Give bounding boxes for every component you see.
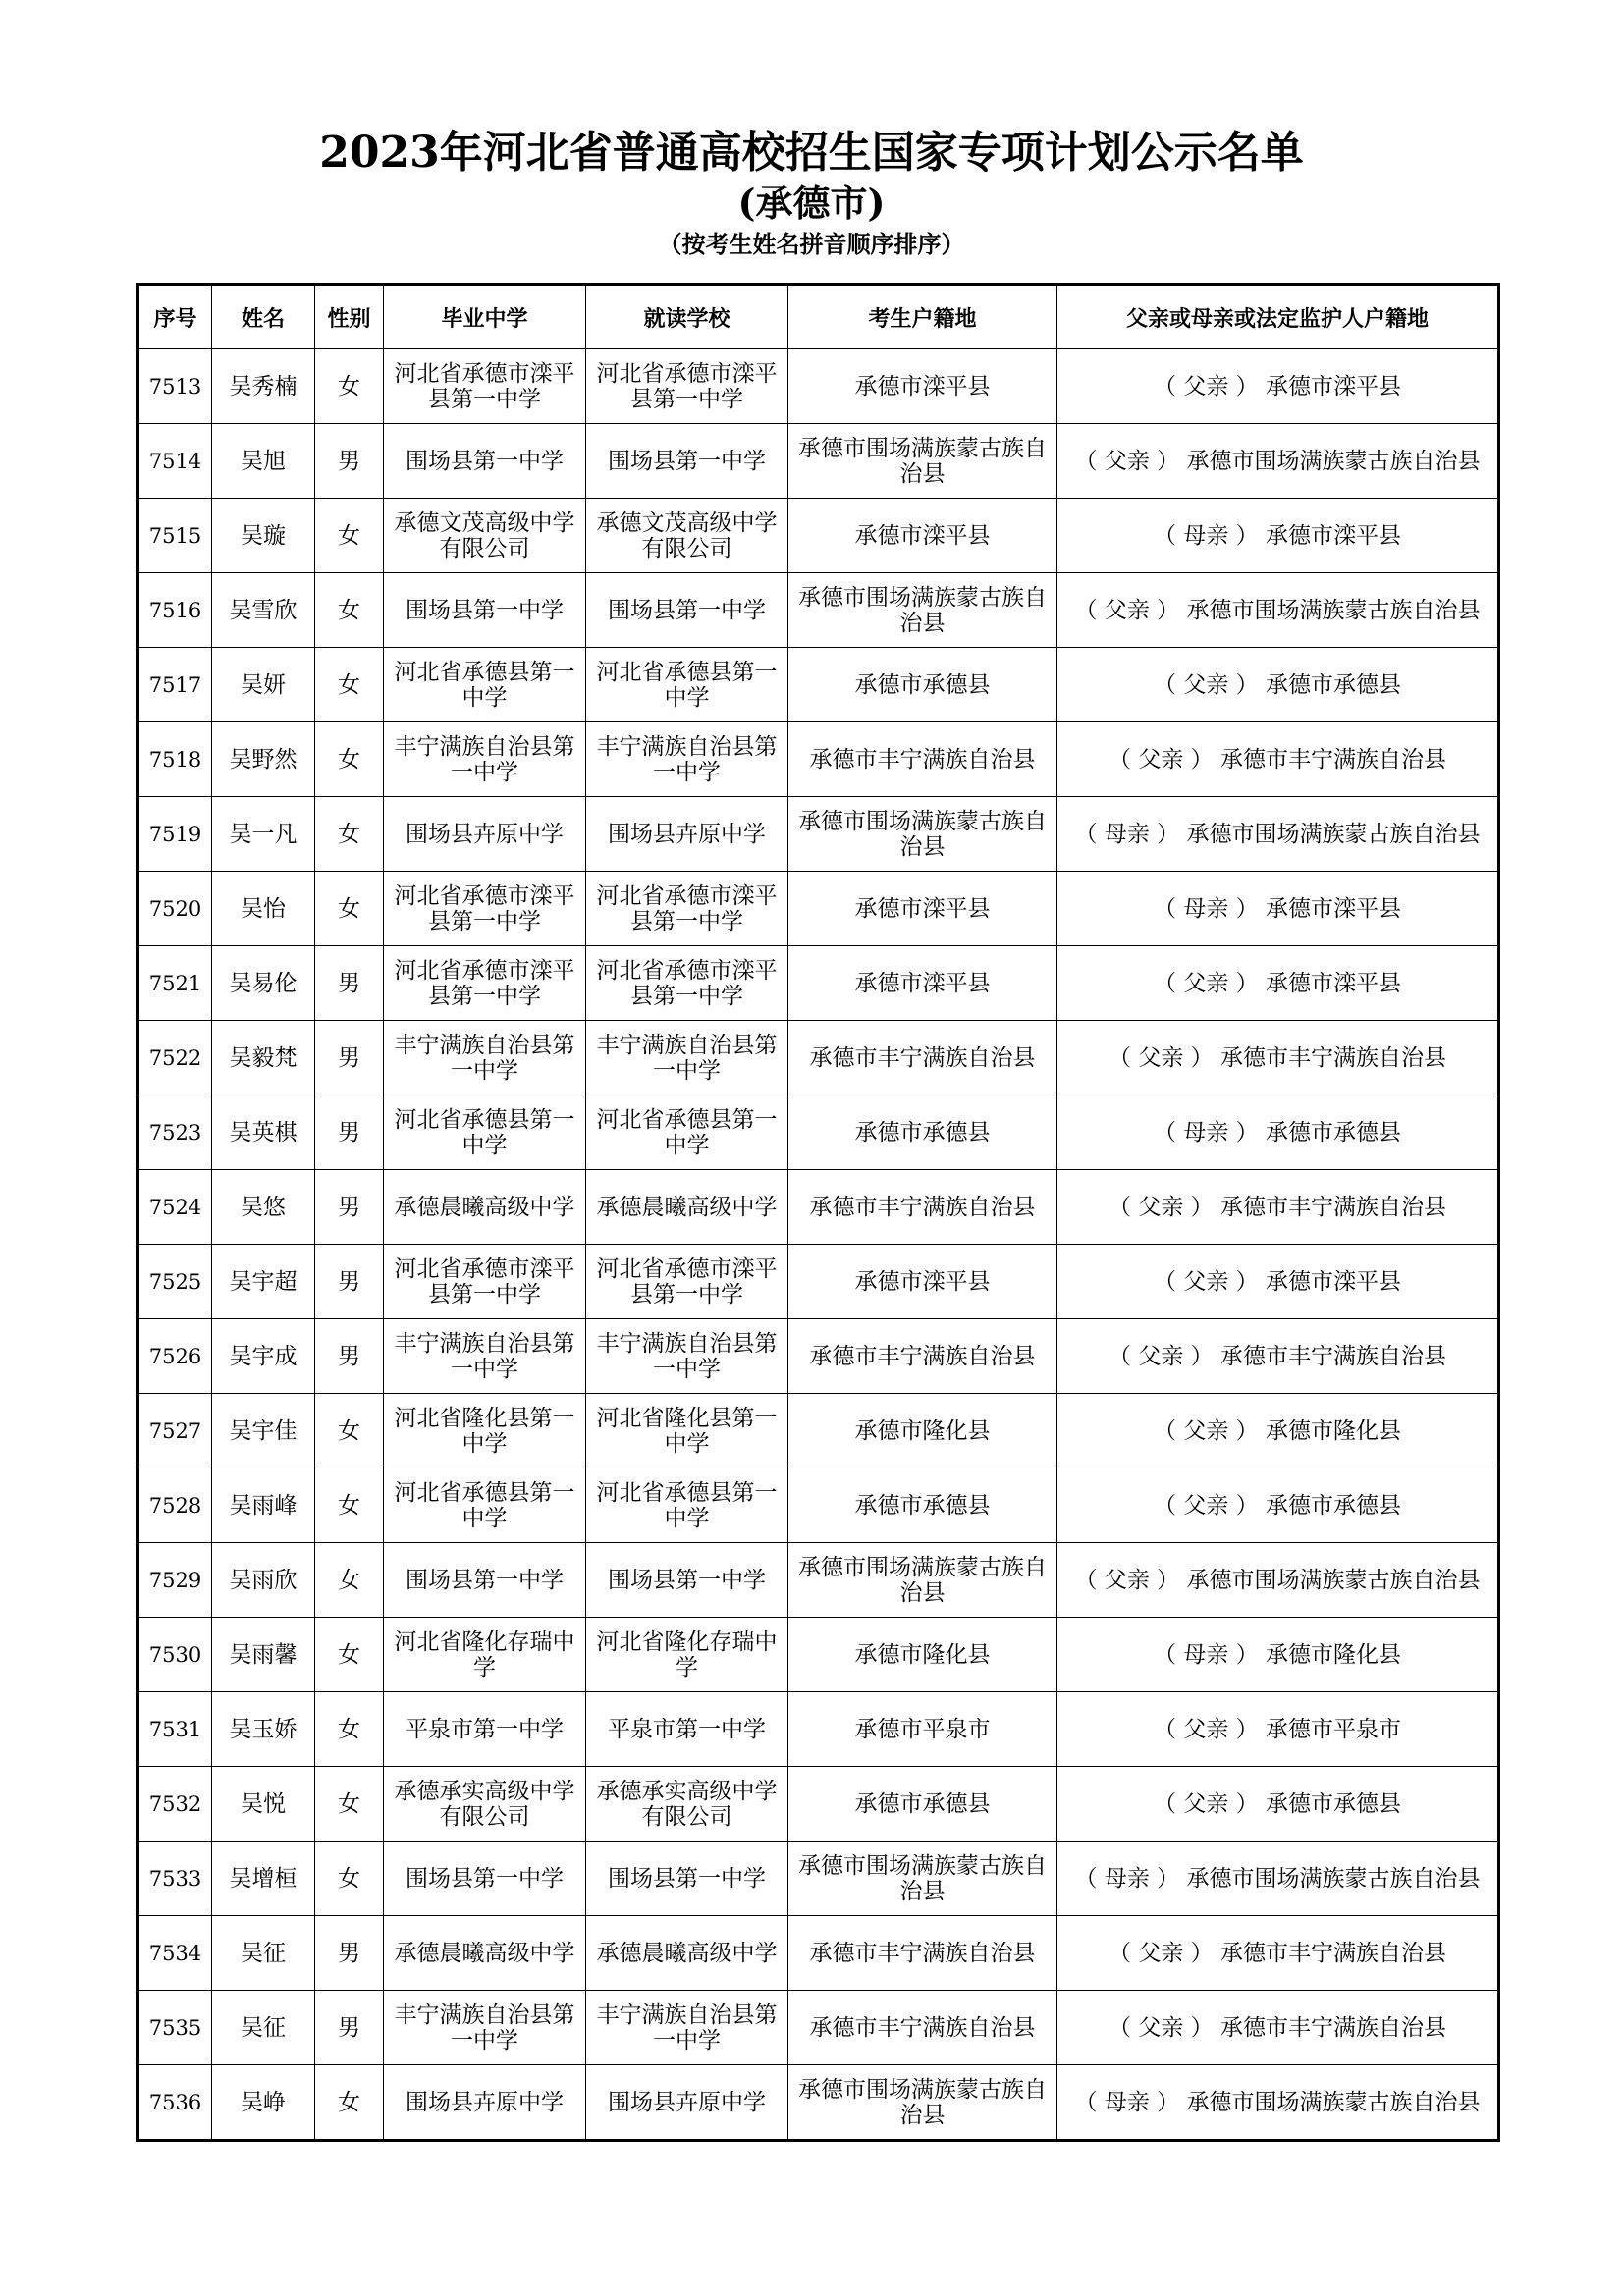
table-row bbox=[138, 722, 1499, 797]
cell-student-hukou: 承德市丰宁满族自治县 bbox=[788, 1991, 1057, 2065]
cell-gender: 男 bbox=[315, 1991, 384, 2065]
cell-guardian-hukou: （ 父亲 ） 承德市承德县 bbox=[1057, 1468, 1499, 1543]
cell-graduated-school: 河北省承德县第一中学 bbox=[384, 1095, 586, 1170]
cell-seq: 7534 bbox=[138, 1916, 212, 1991]
cell-student-hukou: 承德市平泉市 bbox=[788, 1692, 1057, 1767]
cell-guardian-hukou: （ 父亲 ） 承德市围场满族蒙古族自治县 bbox=[1057, 573, 1499, 648]
cell-gender: 女 bbox=[315, 573, 384, 648]
cell-guardian-hukou: （ 父亲 ） 承德市围场满族蒙古族自治县 bbox=[1057, 1543, 1499, 1618]
cell-current-school: 河北省承德市滦平县第一中学 bbox=[586, 872, 788, 946]
cell-graduated-school: 平泉市第一中学 bbox=[384, 1692, 586, 1767]
cell-student-hukou: 承德市滦平县 bbox=[788, 499, 1057, 573]
cell-gender: 男 bbox=[315, 1916, 384, 1991]
table-row bbox=[138, 1543, 1499, 1618]
cell-student-hukou: 承德市丰宁满族自治县 bbox=[788, 1319, 1057, 1394]
cell-name: 吴悠 bbox=[212, 1170, 315, 1245]
cell-gender: 女 bbox=[315, 2065, 384, 2141]
table-row bbox=[138, 1095, 1499, 1170]
cell-guardian-hukou: （ 母亲 ） 承德市滦平县 bbox=[1057, 872, 1499, 946]
cell-guardian-hukou: （ 父亲 ） 承德市丰宁满族自治县 bbox=[1057, 1916, 1499, 1991]
cell-seq: 7528 bbox=[138, 1468, 212, 1543]
cell-seq: 7517 bbox=[138, 648, 212, 722]
table-row bbox=[138, 1170, 1499, 1245]
cell-student-hukou: 承德市丰宁满族自治县 bbox=[788, 1916, 1057, 1991]
cell-gender: 男 bbox=[315, 1095, 384, 1170]
cell-graduated-school: 河北省承德市滦平县第一中学 bbox=[384, 872, 586, 946]
cell-student-hukou: 承德市围场满族蒙古族自治县 bbox=[788, 1543, 1057, 1618]
table-row bbox=[138, 946, 1499, 1021]
header-guardian-hukou: 父亲或母亲或法定监护人户籍地 bbox=[1057, 285, 1499, 349]
cell-student-hukou: 承德市承德县 bbox=[788, 1468, 1057, 1543]
table-row bbox=[138, 1245, 1499, 1319]
cell-gender: 男 bbox=[315, 1319, 384, 1394]
cell-gender: 女 bbox=[315, 1767, 384, 1842]
cell-seq: 7533 bbox=[138, 1842, 212, 1916]
table-row bbox=[138, 1991, 1499, 2065]
cell-seq: 7530 bbox=[138, 1618, 212, 1692]
cell-current-school: 河北省隆化存瑞中学 bbox=[586, 1618, 788, 1692]
cell-guardian-hukou: （ 母亲 ） 承德市滦平县 bbox=[1057, 499, 1499, 573]
cell-name: 吴雨欣 bbox=[212, 1543, 315, 1618]
cell-name: 吴宇成 bbox=[212, 1319, 315, 1394]
cell-name: 吴雪欣 bbox=[212, 573, 315, 648]
cell-graduated-school: 承德晨曦高级中学 bbox=[384, 1916, 586, 1991]
cell-name: 吴英棋 bbox=[212, 1095, 315, 1170]
cell-gender: 女 bbox=[315, 1618, 384, 1692]
cell-current-school: 承德承实高级中学有限公司 bbox=[586, 1767, 788, 1842]
cell-seq: 7513 bbox=[138, 349, 212, 424]
cell-student-hukou: 承德市隆化县 bbox=[788, 1394, 1057, 1468]
cell-student-hukou: 承德市围场满族蒙古族自治县 bbox=[788, 1842, 1057, 1916]
cell-seq: 7519 bbox=[138, 797, 212, 872]
cell-seq: 7515 bbox=[138, 499, 212, 573]
cell-seq: 7527 bbox=[138, 1394, 212, 1468]
cell-graduated-school: 丰宁满族自治县第一中学 bbox=[384, 722, 586, 797]
cell-seq: 7524 bbox=[138, 1170, 212, 1245]
cell-graduated-school: 丰宁满族自治县第一中学 bbox=[384, 1021, 586, 1095]
cell-graduated-school: 围场县第一中学 bbox=[384, 424, 586, 499]
table-row bbox=[138, 349, 1499, 424]
cell-guardian-hukou: （ 父亲 ） 承德市平泉市 bbox=[1057, 1692, 1499, 1767]
table-row bbox=[138, 499, 1499, 573]
cell-gender: 女 bbox=[315, 1692, 384, 1767]
cell-graduated-school: 河北省承德市滦平县第一中学 bbox=[384, 1245, 586, 1319]
cell-graduated-school: 围场县卉原中学 bbox=[384, 797, 586, 872]
table-header-row bbox=[138, 285, 1499, 349]
cell-student-hukou: 承德市承德县 bbox=[788, 648, 1057, 722]
table-row bbox=[138, 1842, 1499, 1916]
cell-name: 吴悦 bbox=[212, 1767, 315, 1842]
header-name: 姓名 bbox=[212, 285, 315, 349]
cell-seq: 7535 bbox=[138, 1991, 212, 2065]
cell-seq: 7536 bbox=[138, 2065, 212, 2141]
table-row bbox=[138, 872, 1499, 946]
header-gender: 性别 bbox=[315, 285, 384, 349]
cell-current-school: 平泉市第一中学 bbox=[586, 1692, 788, 1767]
cell-guardian-hukou: （ 母亲 ） 承德市围场满族蒙古族自治县 bbox=[1057, 1842, 1499, 1916]
cell-name: 吴征 bbox=[212, 1991, 315, 2065]
cell-guardian-hukou: （ 父亲 ） 承德市围场满族蒙古族自治县 bbox=[1057, 424, 1499, 499]
cell-current-school: 围场县第一中学 bbox=[586, 573, 788, 648]
cell-guardian-hukou: （ 母亲 ） 承德市承德县 bbox=[1057, 1095, 1499, 1170]
cell-name: 吴野然 bbox=[212, 722, 315, 797]
header-current-school: 就读学校 bbox=[586, 285, 788, 349]
cell-seq: 7532 bbox=[138, 1767, 212, 1842]
cell-name: 吴宇佳 bbox=[212, 1394, 315, 1468]
cell-seq: 7514 bbox=[138, 424, 212, 499]
cell-seq: 7516 bbox=[138, 573, 212, 648]
cell-name: 吴征 bbox=[212, 1916, 315, 1991]
cell-current-school: 围场县第一中学 bbox=[586, 1842, 788, 1916]
cell-gender: 女 bbox=[315, 648, 384, 722]
cell-gender: 女 bbox=[315, 1394, 384, 1468]
cell-student-hukou: 承德市围场满族蒙古族自治县 bbox=[788, 797, 1057, 872]
header-graduated-school: 毕业中学 bbox=[384, 285, 586, 349]
cell-name: 吴毅梵 bbox=[212, 1021, 315, 1095]
cell-student-hukou: 承德市承德县 bbox=[788, 1767, 1057, 1842]
cell-graduated-school: 承德文茂高级中学有限公司 bbox=[384, 499, 586, 573]
cell-name: 吴峥 bbox=[212, 2065, 315, 2141]
cell-graduated-school: 河北省隆化存瑞中学 bbox=[384, 1618, 586, 1692]
cell-name: 吴雨馨 bbox=[212, 1618, 315, 1692]
cell-graduated-school: 河北省隆化县第一中学 bbox=[384, 1394, 586, 1468]
cell-graduated-school: 承德晨曦高级中学 bbox=[384, 1170, 586, 1245]
cell-gender: 女 bbox=[315, 1468, 384, 1543]
cell-student-hukou: 承德市隆化县 bbox=[788, 1618, 1057, 1692]
cell-guardian-hukou: （ 父亲 ） 承德市丰宁满族自治县 bbox=[1057, 1319, 1499, 1394]
table-row bbox=[138, 573, 1499, 648]
table-row bbox=[138, 424, 1499, 499]
table-row bbox=[138, 1618, 1499, 1692]
cell-name: 吴璇 bbox=[212, 499, 315, 573]
header-seq: 序号 bbox=[138, 285, 212, 349]
cell-current-school: 围场县第一中学 bbox=[586, 1543, 788, 1618]
cell-guardian-hukou: （ 父亲 ） 承德市滦平县 bbox=[1057, 946, 1499, 1021]
cell-gender: 女 bbox=[315, 499, 384, 573]
cell-current-school: 承德晨曦高级中学 bbox=[586, 1916, 788, 1991]
cell-student-hukou: 承德市围场满族蒙古族自治县 bbox=[788, 424, 1057, 499]
cell-seq: 7523 bbox=[138, 1095, 212, 1170]
cell-seq: 7526 bbox=[138, 1319, 212, 1394]
roster-table bbox=[136, 283, 1500, 2142]
table-row bbox=[138, 1319, 1499, 1394]
cell-seq: 7521 bbox=[138, 946, 212, 1021]
cell-current-school: 围场县卉原中学 bbox=[586, 797, 788, 872]
table-body bbox=[138, 349, 1499, 2141]
cell-gender: 男 bbox=[315, 1245, 384, 1319]
cell-name: 吴怡 bbox=[212, 872, 315, 946]
cell-student-hukou: 承德市围场满族蒙古族自治县 bbox=[788, 573, 1057, 648]
cell-current-school: 河北省承德市滦平县第一中学 bbox=[586, 1245, 788, 1319]
header-student-hukou: 考生户籍地 bbox=[788, 285, 1057, 349]
cell-student-hukou: 承德市滦平县 bbox=[788, 946, 1057, 1021]
cell-student-hukou: 承德市围场满族蒙古族自治县 bbox=[788, 2065, 1057, 2141]
cell-guardian-hukou: （ 父亲 ） 承德市丰宁满族自治县 bbox=[1057, 1170, 1499, 1245]
cell-student-hukou: 承德市滦平县 bbox=[788, 1245, 1057, 1319]
cell-current-school: 丰宁满族自治县第一中学 bbox=[586, 1991, 788, 2065]
cell-gender: 女 bbox=[315, 872, 384, 946]
cell-graduated-school: 承德承实高级中学有限公司 bbox=[384, 1767, 586, 1842]
cell-graduated-school: 河北省承德县第一中学 bbox=[384, 648, 586, 722]
cell-guardian-hukou: （ 父亲 ） 承德市承德县 bbox=[1057, 1767, 1499, 1842]
cell-graduated-school: 河北省承德县第一中学 bbox=[384, 1468, 586, 1543]
cell-name: 吴玉娇 bbox=[212, 1692, 315, 1767]
cell-guardian-hukou: （ 母亲 ） 承德市围场满族蒙古族自治县 bbox=[1057, 797, 1499, 872]
cell-current-school: 围场县卉原中学 bbox=[586, 2065, 788, 2141]
page-subtitle: (承德市) bbox=[737, 181, 886, 225]
cell-graduated-school: 围场县卉原中学 bbox=[384, 2065, 586, 2141]
cell-student-hukou: 承德市丰宁满族自治县 bbox=[788, 722, 1057, 797]
cell-guardian-hukou: （ 父亲 ） 承德市丰宁满族自治县 bbox=[1057, 1021, 1499, 1095]
cell-current-school: 丰宁满族自治县第一中学 bbox=[586, 1319, 788, 1394]
cell-student-hukou: 承德市滦平县 bbox=[788, 349, 1057, 424]
cell-current-school: 河北省承德市滦平县第一中学 bbox=[586, 946, 788, 1021]
cell-gender: 女 bbox=[315, 797, 384, 872]
cell-gender: 女 bbox=[315, 722, 384, 797]
cell-current-school: 河北省承德县第一中学 bbox=[586, 1095, 788, 1170]
cell-current-school: 承德文茂高级中学有限公司 bbox=[586, 499, 788, 573]
cell-graduated-school: 河北省承德市滦平县第一中学 bbox=[384, 349, 586, 424]
cell-student-hukou: 承德市丰宁满族自治县 bbox=[788, 1170, 1057, 1245]
cell-gender: 男 bbox=[315, 1021, 384, 1095]
table-row bbox=[138, 1692, 1499, 1767]
cell-graduated-school: 围场县第一中学 bbox=[384, 1842, 586, 1916]
cell-guardian-hukou: （ 父亲 ） 承德市承德县 bbox=[1057, 648, 1499, 722]
cell-name: 吴妍 bbox=[212, 648, 315, 722]
table-row bbox=[138, 648, 1499, 722]
cell-name: 吴一凡 bbox=[212, 797, 315, 872]
cell-seq: 7522 bbox=[138, 1021, 212, 1095]
page-title: 2023年河北省普通高校招生国家专项计划公示名单 bbox=[319, 128, 1304, 178]
cell-seq: 7525 bbox=[138, 1245, 212, 1319]
table-row bbox=[138, 1021, 1499, 1095]
cell-current-school: 河北省隆化县第一中学 bbox=[586, 1394, 788, 1468]
cell-gender: 男 bbox=[315, 1170, 384, 1245]
cell-graduated-school: 围场县第一中学 bbox=[384, 1543, 586, 1618]
table-row bbox=[138, 1916, 1499, 1991]
cell-current-school: 承德晨曦高级中学 bbox=[586, 1170, 788, 1245]
cell-gender: 男 bbox=[315, 424, 384, 499]
cell-name: 吴增桓 bbox=[212, 1842, 315, 1916]
cell-name: 吴秀楠 bbox=[212, 349, 315, 424]
cell-guardian-hukou: （ 母亲 ） 承德市隆化县 bbox=[1057, 1618, 1499, 1692]
cell-seq: 7520 bbox=[138, 872, 212, 946]
cell-current-school: 河北省承德县第一中学 bbox=[586, 1468, 788, 1543]
table-row bbox=[138, 1767, 1499, 1842]
cell-guardian-hukou: （ 母亲 ） 承德市围场满族蒙古族自治县 bbox=[1057, 2065, 1499, 2141]
table-row bbox=[138, 797, 1499, 872]
cell-name: 吴雨峰 bbox=[212, 1468, 315, 1543]
cell-current-school: 围场县第一中学 bbox=[586, 424, 788, 499]
sort-note: （按考生姓名拼音顺序排序） bbox=[658, 231, 965, 258]
cell-guardian-hukou: （ 父亲 ） 承德市丰宁满族自治县 bbox=[1057, 722, 1499, 797]
cell-student-hukou: 承德市丰宁满族自治县 bbox=[788, 1021, 1057, 1095]
cell-guardian-hukou: （ 父亲 ） 承德市滦平县 bbox=[1057, 1245, 1499, 1319]
cell-name: 吴易伦 bbox=[212, 946, 315, 1021]
cell-current-school: 丰宁满族自治县第一中学 bbox=[586, 722, 788, 797]
cell-current-school: 河北省承德县第一中学 bbox=[586, 648, 788, 722]
cell-seq: 7529 bbox=[138, 1543, 212, 1618]
cell-gender: 男 bbox=[315, 946, 384, 1021]
table-row bbox=[138, 1394, 1499, 1468]
cell-seq: 7531 bbox=[138, 1692, 212, 1767]
cell-current-school: 河北省承德市滦平县第一中学 bbox=[586, 349, 788, 424]
cell-name: 吴宇超 bbox=[212, 1245, 315, 1319]
cell-gender: 女 bbox=[315, 1543, 384, 1618]
cell-guardian-hukou: （ 父亲 ） 承德市滦平县 bbox=[1057, 349, 1499, 424]
cell-gender: 女 bbox=[315, 349, 384, 424]
cell-student-hukou: 承德市滦平县 bbox=[788, 872, 1057, 946]
cell-graduated-school: 丰宁满族自治县第一中学 bbox=[384, 1319, 586, 1394]
cell-graduated-school: 丰宁满族自治县第一中学 bbox=[384, 1991, 586, 2065]
cell-graduated-school: 河北省承德市滦平县第一中学 bbox=[384, 946, 586, 1021]
cell-guardian-hukou: （ 父亲 ） 承德市丰宁满族自治县 bbox=[1057, 1991, 1499, 2065]
cell-seq: 7518 bbox=[138, 722, 212, 797]
cell-name: 吴旭 bbox=[212, 424, 315, 499]
cell-graduated-school: 围场县第一中学 bbox=[384, 573, 586, 648]
table-row bbox=[138, 2065, 1499, 2141]
cell-gender: 女 bbox=[315, 1842, 384, 1916]
cell-current-school: 丰宁满族自治县第一中学 bbox=[586, 1021, 788, 1095]
cell-guardian-hukou: （ 父亲 ） 承德市隆化县 bbox=[1057, 1394, 1499, 1468]
cell-student-hukou: 承德市承德县 bbox=[788, 1095, 1057, 1170]
table-row bbox=[138, 1468, 1499, 1543]
